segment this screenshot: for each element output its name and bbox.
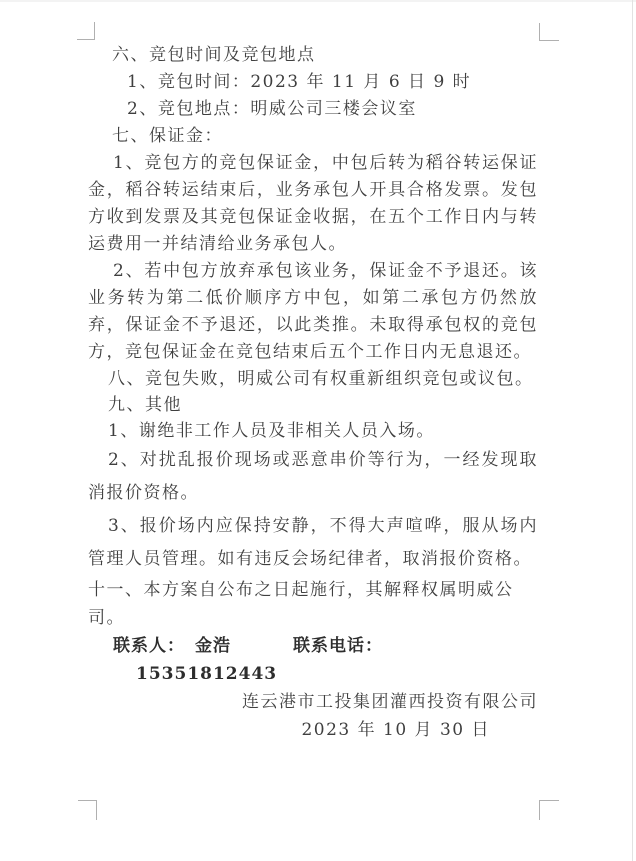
section-11-clause: 十一、本方案自公布之日起施行，其解释权属明威公司。 bbox=[88, 580, 514, 628]
company-signature: 连云港市工投集团灌西投资有限公司 bbox=[242, 692, 538, 712]
item-9-2: 2、对扰乱报价现场或恶意串价等行为，一经发现取消报价资格。 bbox=[88, 450, 538, 503]
text-boundary-bottom-left-icon bbox=[78, 800, 97, 820]
text-boundary-top-right-icon bbox=[539, 23, 559, 41]
contact-name-label: 联系人： bbox=[113, 636, 185, 656]
section-8-heading: 八、竞包失败，明威公司有权重新组织竞包或议包。 bbox=[108, 369, 534, 389]
text-boundary-top-left-icon bbox=[77, 22, 95, 40]
item-9-1: 1、谢绝非工作人员及非相关人员入场。 bbox=[108, 421, 435, 441]
document-body bbox=[88, 42, 538, 744]
contact-name: 金浩 bbox=[195, 636, 231, 656]
para-deposit-1: 1、竞包方的竞包保证金，中包后转为稻谷转运保证金，稻谷转运结束后，业务承包人开具合格发票。发包方收到发票及其竞包保证金收据，在五个工作日内与转运费用一并结清给业务承包人。 bbox=[88, 153, 538, 254]
contact-phone-label: 联系电话： bbox=[293, 636, 383, 656]
signature-date: 2023 年 10 月 30 日 bbox=[301, 720, 490, 740]
section-7-heading: 七、保证金： bbox=[112, 126, 223, 146]
text-boundary-bottom-right-icon bbox=[539, 800, 559, 820]
para-deposit-2: 2、若中包方放弃承包该业务，保证金不予退还。该业务转为第二低价顺序方中包，如第二承包方仍然放弃，保证金不予退还，以此类推。未取得承包权的竞包方，竞包保证金在竞包结束后五个工作日内无息退还。 bbox=[88, 261, 538, 362]
page-right-edge-line bbox=[632, 0, 633, 861]
page-top-edge-line bbox=[0, 0, 636, 2]
section-9-heading: 九、其他 bbox=[108, 395, 182, 415]
contact-phone: 15351812443 bbox=[136, 664, 278, 684]
section-6-heading: 六、竞包时间及竞包地点 bbox=[112, 45, 316, 65]
item-bid-time: 1、竞包时间：2023 年 11 月 6 日 9 时 bbox=[127, 72, 472, 92]
item-bid-location: 2、竞包地点：明威公司三楼会议室 bbox=[127, 99, 417, 119]
contact-row bbox=[88, 632, 538, 688]
item-9-3: 3、报价场内应保持安静，不得大声喧哗，服从场内管理人员管理。如有违反会场纪律者，取消报价资格。 bbox=[88, 516, 538, 569]
